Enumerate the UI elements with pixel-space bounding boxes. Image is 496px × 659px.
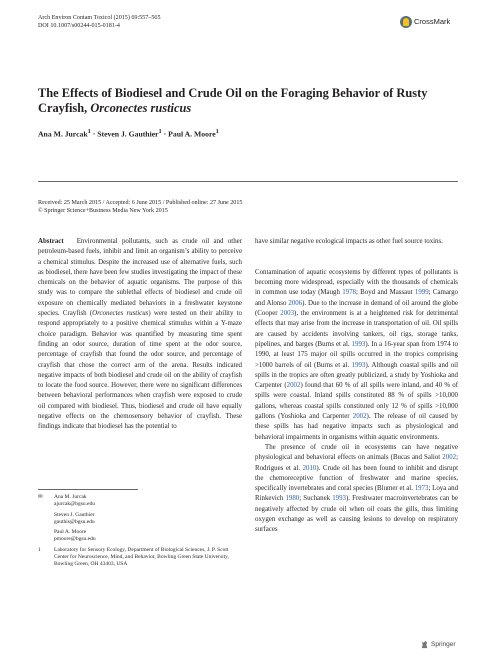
publisher-logo	[420, 640, 456, 649]
body-text: ; Rodrigues et al.	[255, 454, 458, 472]
received-line: Received: 25 March 2015 / Accepted: 6 June 2015 / Published online: 27 June 2015	[38, 200, 243, 206]
citation-link[interactable]: 2002	[442, 454, 457, 462]
affiliation-text: Laboratory for Sensory Ecology, Department of Biological Sciences, J. P. Scott Center for Neuroscience, Mind, and Behavior, Bowling Green State University, Bowling Green, OH 43403, USA	[54, 546, 229, 568]
author-name[interactable]: Ana M. Jurcak	[38, 129, 88, 139]
crossmark-badge[interactable]	[400, 15, 460, 28]
springer-horse-icon	[420, 640, 429, 649]
envelope-icon: ✉	[38, 494, 43, 500]
journal-citation: Arch Environ Contam Toxicol (2015) 69:557–565	[38, 15, 161, 21]
author-affiliation: 1	[215, 128, 219, 135]
contact-name: Paul A. Moore	[54, 529, 87, 536]
divider	[38, 181, 458, 182]
footnote-divider	[38, 489, 138, 490]
title-text: The Effects of Biodiesel and Crude Oil on the Foraging Behavior of Rusty Crayfish,	[38, 86, 428, 115]
doi[interactable]: DOI 10.1007/s00244-015-0181-4	[38, 23, 120, 29]
author-separator: ·	[161, 129, 169, 139]
body-text: ), the environment is at a heightened risk for detrimental effects that may arise from the increase in transportation of oil. Oil spills are caused by accidents involving tankers, oil rigs, storage tanks, pipelines, and barges (Burns et al.	[255, 310, 458, 348]
citation-link[interactable]: 1978	[342, 289, 356, 297]
abstract-text: ) were tested on their ability to respond appropriately to a positive chemical stimulus within a Y-maze choice paradigm. Behavior was quantified by measuring time spent finding an odor source, duration of time spent at the odor source, percentage of crayfish that found the odor source, and percentage of crayfish that chose the correct arm of the arena. Results indicated negative impacts of both biodiesel and crude oil on the ability of crayfish to locate the food source. However, there were no significant differences between behavioral performances when crayfish were exposed to crude oil compared with biodiesel. Thus, biodiesel and crude oil have equally negative effects on the chemosensory behavior of crayfish. These findings indicate that biodiesel has the potential to	[38, 310, 243, 431]
abstract-continuation: have similar negative ecological impacts as other fuel source toxins.	[255, 238, 443, 245]
body-text: The presence of crude oil in ecosystems can have negative physiological and behavioral effects on animals (Bucas and Saliot	[255, 443, 458, 462]
author-affiliation: 1	[87, 128, 91, 135]
body-text: ; Loya and Rinkevich	[255, 485, 459, 503]
citation-link[interactable]: 1993	[351, 340, 366, 348]
journal-header	[38, 14, 161, 30]
abstract	[38, 237, 242, 433]
body-text: ). Crude oil has been found to inhibit and disrupt the chemoreceptive function of freshwater and marine species, specifically invertebrates and coral species (Blumer et al.	[255, 464, 458, 493]
body-text: ; Suchanek	[299, 495, 333, 503]
contact-entry	[38, 512, 242, 527]
citation-link[interactable]: 1999	[414, 289, 429, 297]
citation-link[interactable]: 2002	[286, 382, 301, 390]
author-list	[38, 128, 458, 139]
citation-link[interactable]: 1993	[332, 495, 346, 503]
crossmark-icon	[400, 16, 412, 28]
citation-link[interactable]: 1980	[285, 495, 300, 503]
contact-email[interactable]: ajurcak@bgsu.edu	[54, 501, 95, 508]
publication-dates	[38, 199, 458, 215]
citation-link[interactable]: 2003	[280, 310, 295, 318]
abstract-label: Abstract	[38, 238, 64, 245]
contact-email[interactable]: gauthis@bgsu.edu	[54, 518, 95, 525]
author-affiliation: 1	[158, 128, 162, 135]
body-text: ; Camargo and Alonso	[255, 289, 458, 307]
contact-email[interactable]: pmoore@bgsu.edu	[54, 536, 96, 543]
body-column	[255, 237, 458, 536]
abstract-paragraph	[38, 237, 242, 433]
contact-name: Steven J. Gauthier	[54, 511, 95, 518]
body-text: ). Due to the increase in demand of oil around the globe (Cooper	[255, 299, 459, 318]
citation-link[interactable]: 2006	[288, 299, 303, 307]
article-title	[38, 86, 458, 116]
body-text: ) found that 60 % of all spills were inland, and 40 % of spills were coastal. Inland spills constituted 88 % of spills >10,000 gallons, whereas coastal spills constituted only 12 % of spills >10,000 gallons (Yoshioka and Carpenter	[255, 382, 459, 421]
citation-link[interactable]: 1993	[351, 361, 366, 369]
citation-link[interactable]: 1973	[414, 485, 429, 493]
contact-name: Ana M. Jurcak	[54, 494, 87, 500]
body-text: ). The release of oil caused by these spills has had negative impacts such as physiological and behavioral impairments in organisms within aquatic environments.	[255, 413, 459, 441]
abstract-species: Orconectes rusticus	[92, 310, 149, 318]
body-text: ; Boyd and Massaut	[355, 289, 415, 297]
affiliation-number: 1	[38, 546, 41, 553]
body-paragraph	[255, 268, 458, 443]
body-text: ). In a 16-year span from 1974 to 1990, at least 175 major oil spills occurred in the tropics comprising >1000 barrels of oil (Burns et al.	[255, 340, 459, 369]
publisher-name: Springer	[431, 641, 456, 648]
author-name[interactable]: Steven J. Gauthier	[97, 129, 159, 139]
copyright-line: © Springer Science+Business Media New York 2015	[38, 208, 168, 215]
citation-link[interactable]: 2002	[352, 413, 367, 421]
title-species: Orconectes rusticus	[90, 101, 192, 115]
body-text: Contamination of aquatic ecosystems by different types of pollutants is becoming more widespread, especially with the thousands of chemicals in common use today (Maugh	[255, 268, 458, 297]
body-text: ). Although coastal spills and oil spills in the tropics are often greatly publicized, a study by Yoshioka and Carpenter (	[255, 361, 459, 390]
body-paragraph	[255, 443, 458, 536]
author-separator: ·	[90, 129, 98, 139]
correspondence	[38, 494, 242, 569]
contact-entry	[38, 529, 242, 544]
body-text: ). Freshwater macroinvertebrates can be negatively affected by crude oil when oil coats the gills, thus limiting oxygen exchange as well as causing lesions to develop on respiratory surfaces	[255, 495, 458, 534]
author-name[interactable]: Paul A. Moore	[168, 129, 216, 139]
correspondence-author	[38, 494, 242, 509]
crossmark-label: CrossMark	[414, 17, 451, 26]
abstract-text: Environmental pollutants, such as crude oil and other petroleum-based fuels, inhibit and limit an organism’s ability to perceive a chemical stimulus. Despite the increased use of alternative fuels, such as biodiesel, there have been few studies investigating the impact of these chemicals on the behavior of aquatic organisms. The purpose of this study was to compare the sublethal effects of biodiesel and crude oil exposure on chemically mediated behaviors in a freshwater keystone species. Crayfish (	[38, 238, 242, 318]
affiliation	[38, 547, 242, 569]
citation-link[interactable]: 2010	[302, 464, 317, 472]
